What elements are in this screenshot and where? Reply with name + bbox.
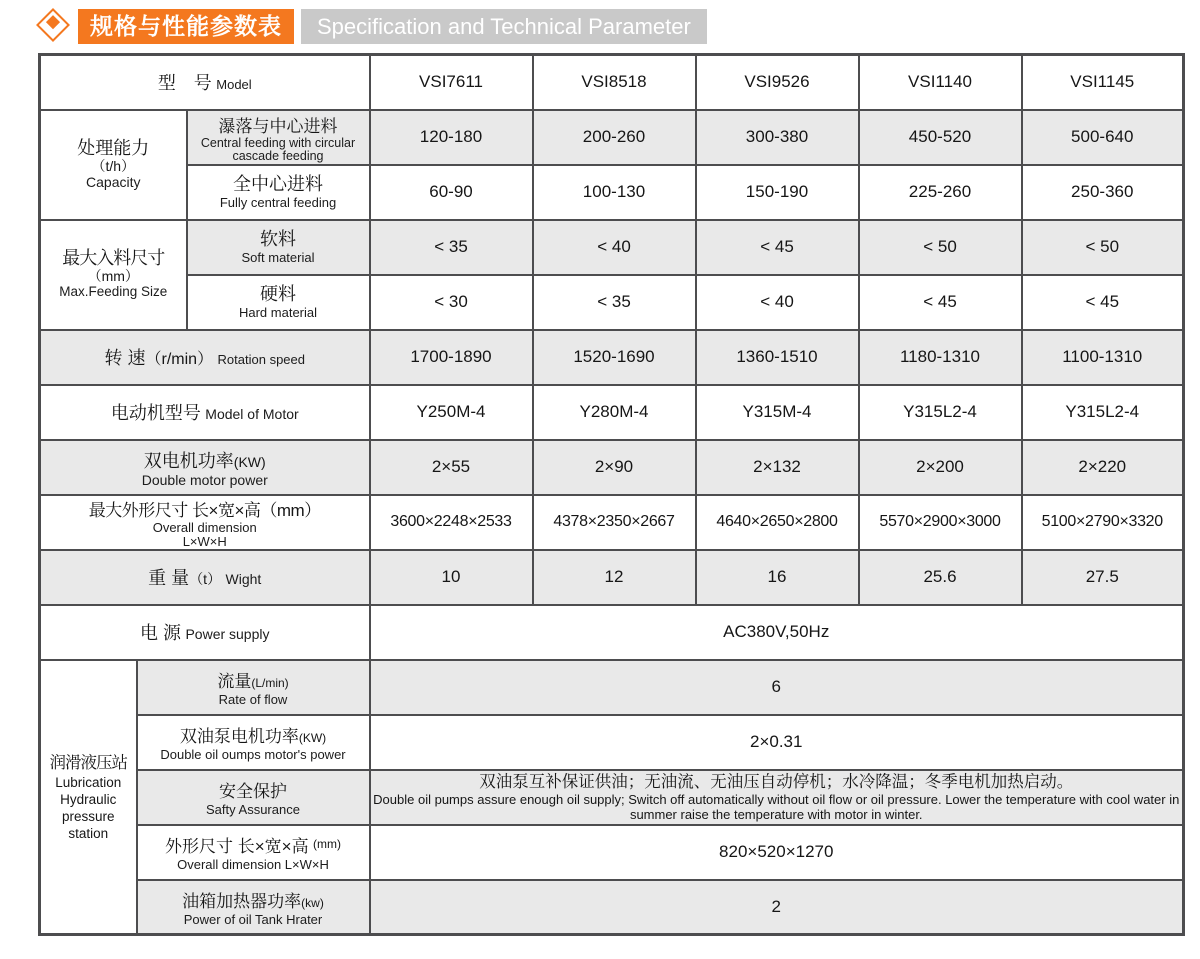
label-hard-en: Hard material [238,305,318,320]
label-safety-zh: 安全保护 [219,782,287,801]
power-supply-value-cell: AC380V,50Hz [370,605,1184,660]
rotation-value-cell: 1180-1310 [859,330,1022,385]
label-power-supply-en: Power supply [185,626,270,642]
soft-material-value-cell: < 50 [859,220,1022,275]
label-lubrication-en1: Lubrication [55,774,122,790]
capacity-central-value-cell: 250-360 [1022,165,1184,220]
model-value-cell: VSI1140 [859,55,1022,110]
sub-label-heater [137,880,370,935]
rotation-value-cell: 1360-1510 [696,330,859,385]
label-lubrication-zh: 润滑液压站 [49,753,127,772]
dimension-value-cell: 3600×2248×2533 [370,495,533,550]
motor-power-value-cell: 2×200 [859,440,1022,495]
table-row-overall-dimension [40,495,1184,550]
capacity-central-value-cell: 60-90 [370,165,533,220]
label-lube-dimension-unit: (mm) [313,837,342,851]
table-row-motor-model [40,385,1184,440]
label-capacity-zh: 处理能力 [77,138,150,158]
label-lubrication-en2: Hydraulic [60,791,117,807]
table-row-power-supply [40,605,1184,660]
table-row-model [40,55,1184,110]
label-capacity-unit: （t/h） [91,158,136,174]
diamond-icon [36,8,72,44]
label-weight-zh: 重 量 [148,568,190,588]
motor-model-value-cell: Y315L2-4 [1022,385,1184,440]
row-label-weight [40,550,370,605]
rotation-value-cell: 1700-1890 [370,330,533,385]
label-motor-power-zh: 双电机功率 [143,451,234,471]
dimension-value-cell: 4640×2650×2800 [696,495,859,550]
label-feeding-unit: （mm） [87,268,139,284]
model-value-cell: VSI9526 [696,55,859,110]
group-label-feeding-size [40,220,187,330]
rotation-value-cell: 1100-1310 [1022,330,1184,385]
label-pump-power-unit: (KW) [298,731,327,745]
label-soft-en: Soft material [241,250,315,265]
capacity-central-value-cell: 150-190 [696,165,859,220]
hard-material-value-cell: < 45 [859,275,1022,330]
label-motor-power-unit: (KW) [233,454,266,470]
pump-power-value-cell: 2×0.31 [370,715,1184,770]
label-dimension-zh: 最大外形尺寸 长×宽×高（mm） [88,500,321,520]
label-dimension-en1: Overall dimension [152,519,257,535]
capacity-cascade-value-cell: 300-380 [696,110,859,165]
sub-label-cascade-feeding [187,110,370,165]
soft-material-value-cell: < 40 [533,220,696,275]
table-row-hard-material [40,275,1184,330]
motor-model-value-cell: Y315L2-4 [859,385,1022,440]
label-lube-dimension-en: Overall dimension L×W×H [177,857,329,872]
label-rotation-zh: 转 速 [104,348,146,368]
motor-model-value-cell: Y280M-4 [533,385,696,440]
motor-power-value-cell: 2×132 [696,440,859,495]
label-central-en: Fully central feeding [219,195,337,210]
label-lubrication-en4: station [68,825,109,841]
motor-power-value-cell: 2×90 [533,440,696,495]
sub-label-central-feeding [187,165,370,220]
label-heater-en: Power of oil Tank Hrater [183,911,323,927]
label-rotation-unit: （r/min） [145,351,214,368]
table-row-lube-dimension [40,825,1184,880]
sub-label-soft-material [187,220,370,275]
label-weight-unit: （t） [189,571,222,587]
label-heater-zh: 油箱加热器功率 [182,891,302,911]
dimension-value-cell: 5570×2900×3000 [859,495,1022,550]
motor-model-value-cell: Y250M-4 [370,385,533,440]
table-row-motor-power [40,440,1184,495]
table-row-rotation-speed [40,330,1184,385]
sub-label-pump-power [137,715,370,770]
safety-value-zh: 双油泵互补保证供油；无油流、无油压自动停机；水冷降温；冬季电机加热启动。 [479,773,1074,791]
model-value-cell: VSI7611 [370,55,533,110]
hard-material-value-cell: < 35 [533,275,696,330]
capacity-central-value-cell: 225-260 [859,165,1022,220]
table-row-soft-material [40,220,1184,275]
label-motor-model-en: Model of Motor [205,406,299,422]
label-pump-power-en: Double oil oumps motor's power [160,747,346,762]
row-label-overall-dimension [40,495,370,550]
motor-power-value-cell: 2×220 [1022,440,1184,495]
model-value-cell: VSI8518 [533,55,696,110]
label-flow-unit: (L/min) [251,676,289,690]
model-value-cell: VSI1145 [1022,55,1184,110]
label-dimension-en2: L×W×H [182,533,227,549]
label-motor-model-zh: 电动机型号 [110,403,201,423]
capacity-cascade-value-cell: 450-520 [859,110,1022,165]
motor-model-value-cell: Y315M-4 [696,385,859,440]
sub-label-safety [137,770,370,825]
group-label-capacity [40,110,187,220]
table-row-lube-flow [40,660,1184,715]
weight-value-cell: 10 [370,550,533,605]
weight-value-cell: 27.5 [1022,550,1184,605]
row-label-motor-model [40,385,370,440]
table-row-capacity-cascade [40,110,1184,165]
weight-value-cell: 16 [696,550,859,605]
label-heater-unit: (kw) [301,895,324,910]
heater-value-cell: 2 [370,880,1184,935]
table-row-lube-safety [40,770,1184,825]
spec-table [38,53,1185,936]
label-flow-en: Rate of flow [218,692,288,707]
label-cascade-en: Central feeding with circular cascade feeding [200,135,356,163]
hard-material-value-cell: < 40 [696,275,859,330]
rotation-value-cell: 1520-1690 [533,330,696,385]
label-power-supply-zh: 电 源 [139,623,181,643]
table-row-capacity-central [40,165,1184,220]
table-row-lube-pump-power [40,715,1184,770]
label-lubrication-en3: pressure [61,808,115,824]
section-title-zh: 规格与性能参数表 [78,9,294,44]
capacity-cascade-value-cell: 200-260 [533,110,696,165]
label-model-zh: 型 号 [157,73,212,94]
label-hard-zh: 硬料 [260,284,296,304]
row-label-model [40,55,370,110]
label-capacity-en: Capacity [86,174,141,190]
soft-material-value-cell: < 50 [1022,220,1184,275]
label-feeding-en: Max.Feeding Size [59,284,168,299]
sub-label-flow [137,660,370,715]
label-cascade-zh: 瀑落与中心进料 [218,116,338,136]
weight-value-cell: 25.6 [859,550,1022,605]
safety-value-en: Double oil pumps assure enough oil supply; Switch off automatically without oil flow or oil pressure. Lower the temperature with cool water in summer raise the temperature with motor in winter. [373,792,1180,822]
table-row-weight [40,550,1184,605]
group-label-lubrication [40,660,137,935]
motor-power-value-cell: 2×55 [370,440,533,495]
label-safety-en: Safty Assurance [206,802,300,817]
capacity-cascade-value-cell: 120-180 [370,110,533,165]
label-weight-en: Wight [225,571,262,587]
label-central-zh: 全中心进料 [233,174,323,194]
section-header [36,8,707,44]
lube-dimension-value-cell: 820×520×1270 [370,825,1184,880]
label-flow-zh: 流量 [217,672,252,691]
sub-label-lube-dimension [137,825,370,880]
sub-label-hard-material [187,275,370,330]
row-label-power-supply [40,605,370,660]
capacity-cascade-value-cell: 500-640 [1022,110,1184,165]
label-feeding-zh: 最大入料尺寸 [62,248,165,268]
label-pump-power-zh: 双油泵电机功率 [179,727,299,746]
soft-material-value-cell: < 35 [370,220,533,275]
hard-material-value-cell: < 30 [370,275,533,330]
label-model-en: Model [216,77,252,93]
section-title-en: Specification and Technical Parameter [301,9,707,44]
weight-value-cell: 12 [533,550,696,605]
hard-material-value-cell: < 45 [1022,275,1184,330]
dimension-value-cell: 4378×2350×2667 [533,495,696,550]
soft-material-value-cell: < 45 [696,220,859,275]
label-lube-dimension-zh: 外形尺寸 长×宽×高 [164,837,309,856]
row-label-rotation-speed [40,330,370,385]
capacity-central-value-cell: 100-130 [533,165,696,220]
dimension-value-cell: 5100×2790×3320 [1022,495,1184,550]
safety-value-cell [370,770,1184,825]
label-rotation-en: Rotation speed [217,352,305,367]
label-soft-zh: 软料 [260,229,296,249]
flow-value-cell: 6 [370,660,1184,715]
row-label-motor-power [40,440,370,495]
label-motor-power-en: Double motor power [141,472,268,488]
table-row-lube-heater [40,880,1184,935]
